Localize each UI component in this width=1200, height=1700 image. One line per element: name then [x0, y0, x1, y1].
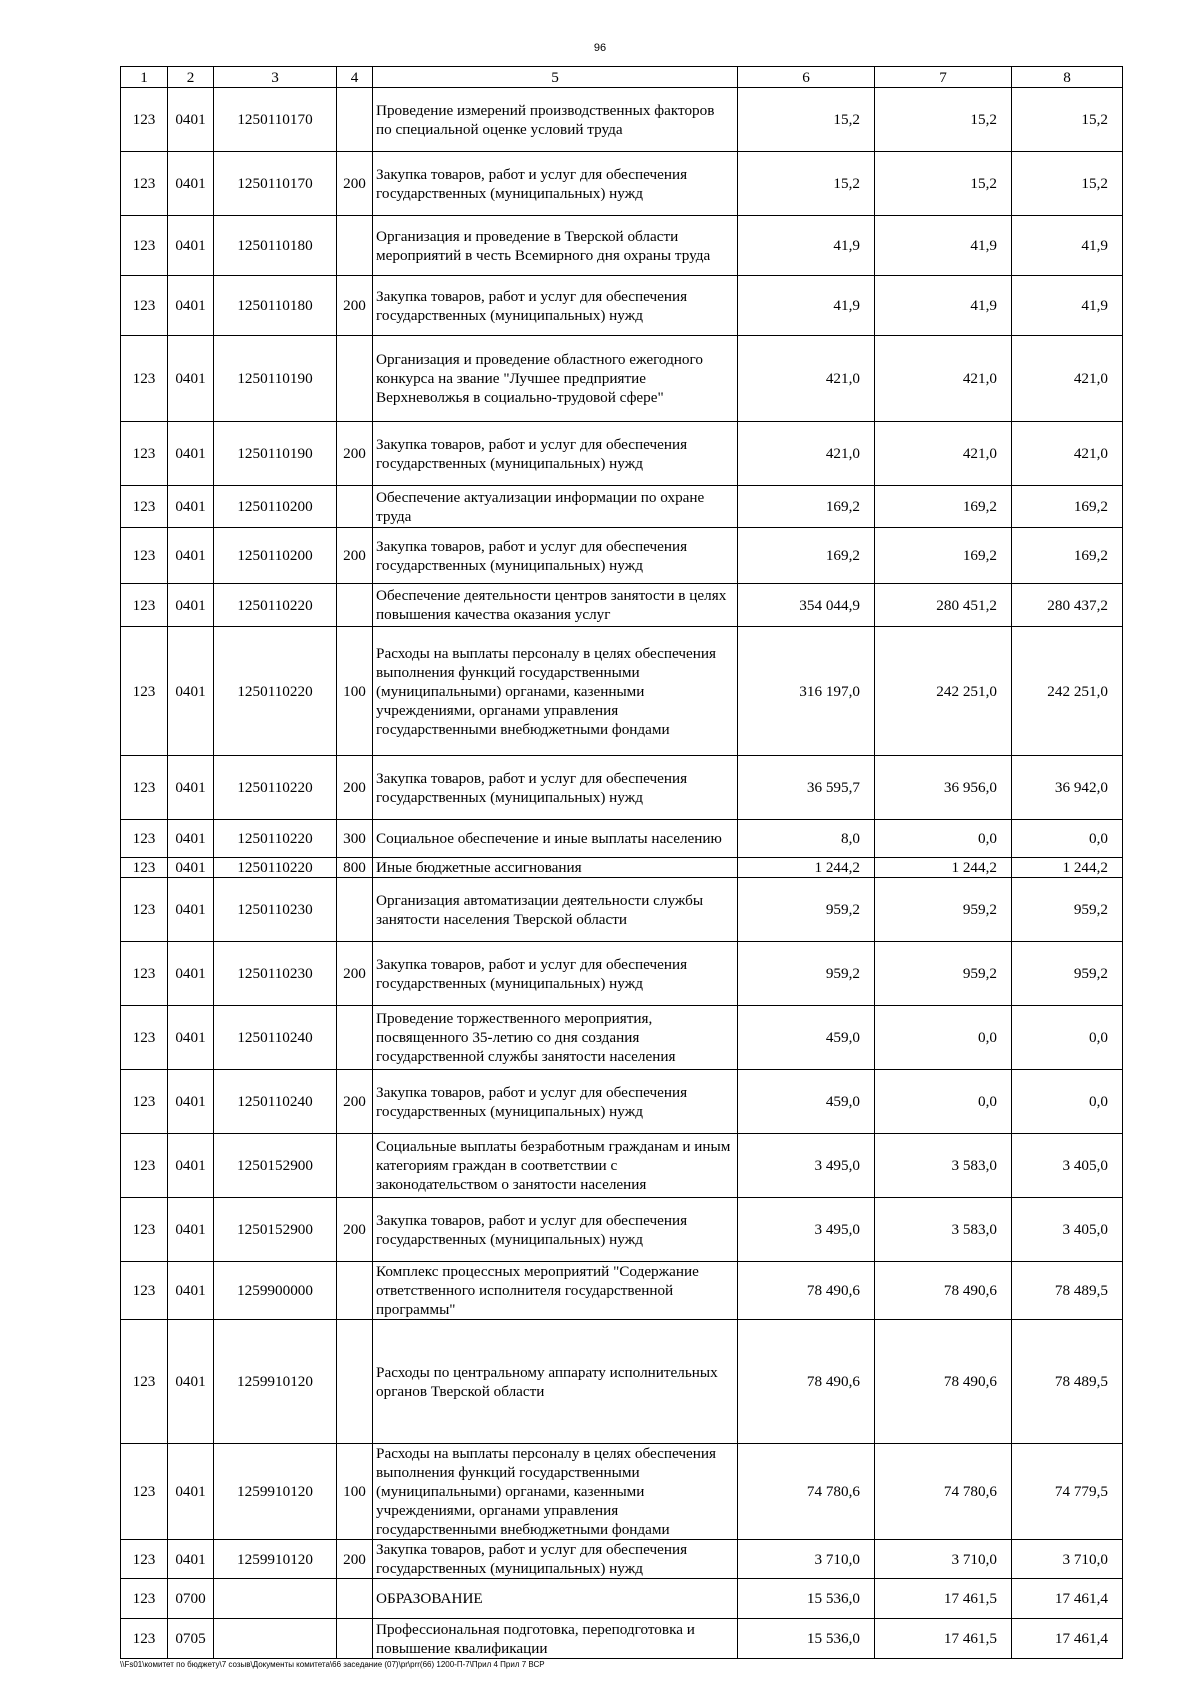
cell-desc: Организация автоматизации деятельности службы занятости населения Тверской области [373, 878, 738, 942]
table-row [121, 1619, 1123, 1659]
cell-c3: 1250110200 [214, 486, 337, 528]
cell-c1: 123 [121, 528, 168, 584]
cell-c3: 1250110190 [214, 336, 337, 422]
cell-c3: 1250110180 [214, 216, 337, 276]
cell-c4: 100 [337, 1444, 373, 1540]
cell-c2: 0401 [168, 336, 214, 422]
cell-c2: 0401 [168, 216, 214, 276]
col-header: 5 [373, 67, 738, 88]
cell-v7: 3 583,0 [875, 1134, 1012, 1198]
cell-v8: 15,2 [1012, 152, 1123, 216]
cell-v6: 169,2 [738, 528, 875, 584]
cell-c4 [337, 1262, 373, 1320]
cell-c1: 123 [121, 820, 168, 858]
cell-v8: 169,2 [1012, 486, 1123, 528]
table-row [121, 756, 1123, 820]
cell-c1: 123 [121, 756, 168, 820]
cell-v8: 959,2 [1012, 878, 1123, 942]
table-row [121, 942, 1123, 1006]
cell-c2: 0700 [168, 1579, 214, 1619]
cell-c3: 1250110230 [214, 942, 337, 1006]
cell-c1: 123 [121, 584, 168, 627]
cell-v6: 959,2 [738, 878, 875, 942]
cell-v7: 0,0 [875, 1006, 1012, 1070]
cell-c3: 1250110240 [214, 1006, 337, 1070]
cell-c1: 123 [121, 627, 168, 756]
table-row [121, 1320, 1123, 1444]
cell-c4 [337, 88, 373, 152]
cell-c2: 0401 [168, 1262, 214, 1320]
cell-c1: 123 [121, 1540, 168, 1579]
cell-desc: ОБРАЗОВАНИЕ [373, 1579, 738, 1619]
cell-v7: 36 956,0 [875, 756, 1012, 820]
table-row [121, 276, 1123, 336]
cell-v7: 17 461,5 [875, 1579, 1012, 1619]
cell-c4: 200 [337, 152, 373, 216]
cell-desc: Организация и проведение в Тверской области мероприятий в честь Всемирного дня охраны труда [373, 216, 738, 276]
cell-c4: 200 [337, 1198, 373, 1262]
cell-v8: 3 710,0 [1012, 1540, 1123, 1579]
cell-v7: 78 490,6 [875, 1320, 1012, 1444]
cell-c2: 0401 [168, 942, 214, 1006]
cell-c3: 1250110220 [214, 858, 337, 878]
cell-desc: Закупка товаров, работ и услуг для обеспечения государственных (муниципальных) нужд [373, 276, 738, 336]
cell-v6: 15 536,0 [738, 1579, 875, 1619]
cell-c2: 0705 [168, 1619, 214, 1659]
cell-c2: 0401 [168, 1134, 214, 1198]
table-row [121, 1540, 1123, 1579]
table-row [121, 336, 1123, 422]
cell-v6: 15 536,0 [738, 1619, 875, 1659]
cell-v7: 169,2 [875, 528, 1012, 584]
cell-v7: 3 710,0 [875, 1540, 1012, 1579]
cell-c2: 0401 [168, 276, 214, 336]
cell-c2: 0401 [168, 1070, 214, 1134]
cell-v7: 15,2 [875, 88, 1012, 152]
cell-c1: 123 [121, 1070, 168, 1134]
table-row [121, 422, 1123, 486]
cell-c1: 123 [121, 1134, 168, 1198]
cell-c4: 200 [337, 422, 373, 486]
cell-desc: Иные бюджетные ассигнования [373, 858, 738, 878]
cell-c3: 1250110230 [214, 878, 337, 942]
cell-c4: 300 [337, 820, 373, 858]
cell-v8: 41,9 [1012, 216, 1123, 276]
col-header: 7 [875, 67, 1012, 88]
cell-c1: 123 [121, 1198, 168, 1262]
cell-v7: 17 461,5 [875, 1619, 1012, 1659]
cell-c1: 123 [121, 88, 168, 152]
cell-c4: 200 [337, 756, 373, 820]
cell-v6: 41,9 [738, 216, 875, 276]
cell-c3: 1250110180 [214, 276, 337, 336]
cell-desc: Комплекс процессных мероприятий "Содержание ответственного исполнителя государственной программы" [373, 1262, 738, 1320]
col-header: 1 [121, 67, 168, 88]
cell-c3: 1259910120 [214, 1540, 337, 1579]
cell-desc: Обеспечение деятельности центров занятости в целях повышения качества оказания услуг [373, 584, 738, 627]
cell-v7: 421,0 [875, 422, 1012, 486]
table-row [121, 152, 1123, 216]
col-header: 6 [738, 67, 875, 88]
cell-desc: Закупка товаров, работ и услуг для обеспечения государственных (муниципальных) нужд [373, 152, 738, 216]
cell-c2: 0401 [168, 627, 214, 756]
cell-c2: 0401 [168, 1444, 214, 1540]
cell-c1: 123 [121, 336, 168, 422]
table-row [121, 820, 1123, 858]
cell-v7: 15,2 [875, 152, 1012, 216]
cell-v6: 3 710,0 [738, 1540, 875, 1579]
cell-v8: 421,0 [1012, 336, 1123, 422]
cell-desc: Проведение торжественного мероприятия, посвященного 35-летию со дня создания государственной службы занятости населения [373, 1006, 738, 1070]
table-row [121, 878, 1123, 942]
table-row [121, 1579, 1123, 1619]
cell-v8: 0,0 [1012, 1006, 1123, 1070]
cell-c2: 0401 [168, 756, 214, 820]
cell-c2: 0401 [168, 88, 214, 152]
cell-desc: Социальные выплаты безработным гражданам и иным категориям граждан в соответствии с законодательством о занятости населения [373, 1134, 738, 1198]
cell-v6: 41,9 [738, 276, 875, 336]
cell-v7: 0,0 [875, 1070, 1012, 1134]
cell-c3: 1250110240 [214, 1070, 337, 1134]
table-row [121, 216, 1123, 276]
table-row [121, 1262, 1123, 1320]
cell-v8: 78 489,5 [1012, 1262, 1123, 1320]
cell-v8: 17 461,4 [1012, 1579, 1123, 1619]
cell-desc: Закупка товаров, работ и услуг для обеспечения государственных (муниципальных) нужд [373, 1198, 738, 1262]
cell-v7: 0,0 [875, 820, 1012, 858]
cell-c2: 0401 [168, 878, 214, 942]
cell-c3: 1250110170 [214, 152, 337, 216]
cell-c4: 100 [337, 627, 373, 756]
cell-c1: 123 [121, 942, 168, 1006]
cell-v8: 0,0 [1012, 1070, 1123, 1134]
cell-c4: 200 [337, 528, 373, 584]
cell-c3: 1250110220 [214, 584, 337, 627]
cell-c1: 123 [121, 152, 168, 216]
col-header: 2 [168, 67, 214, 88]
cell-c3 [214, 1619, 337, 1659]
cell-c1: 123 [121, 1320, 168, 1444]
cell-desc: Расходы по центральному аппарату исполнительных органов Тверской области [373, 1320, 738, 1444]
cell-c3: 1250110190 [214, 422, 337, 486]
cell-desc: Социальное обеспечение и иные выплаты населению [373, 820, 738, 858]
cell-v8: 959,2 [1012, 942, 1123, 1006]
cell-c3: 1259900000 [214, 1262, 337, 1320]
cell-v8: 36 942,0 [1012, 756, 1123, 820]
cell-v6: 8,0 [738, 820, 875, 858]
cell-desc: Закупка товаров, работ и услуг для обеспечения государственных (муниципальных) нужд [373, 528, 738, 584]
cell-c4: 200 [337, 1070, 373, 1134]
cell-c3: 1250110220 [214, 627, 337, 756]
cell-c4 [337, 216, 373, 276]
cell-desc: Расходы на выплаты персоналу в целях обеспечения выполнения функций государственными (муниципальными) органами, казенными учреждениями, органами управления государственными внебюджетными фондами [373, 627, 738, 756]
cell-c2: 0401 [168, 1006, 214, 1070]
cell-v7: 242 251,0 [875, 627, 1012, 756]
cell-v6: 316 197,0 [738, 627, 875, 756]
cell-v6: 3 495,0 [738, 1134, 875, 1198]
cell-v6: 1 244,2 [738, 858, 875, 878]
cell-c3: 1250110220 [214, 820, 337, 858]
col-header: 3 [214, 67, 337, 88]
cell-v8: 169,2 [1012, 528, 1123, 584]
cell-c1: 123 [121, 1579, 168, 1619]
table-row [121, 1006, 1123, 1070]
cell-v6: 459,0 [738, 1006, 875, 1070]
cell-desc: Закупка товаров, работ и услуг для обеспечения государственных (муниципальных) нужд [373, 1540, 738, 1579]
cell-c3: 1250110170 [214, 88, 337, 152]
cell-v8: 3 405,0 [1012, 1198, 1123, 1262]
col-header: 8 [1012, 67, 1123, 88]
cell-v8: 280 437,2 [1012, 584, 1123, 627]
cell-v8: 17 461,4 [1012, 1619, 1123, 1659]
file-path-footer: \\Fs01\комитет по бюджету\7 созыв\Документы комитета\66 заседание (07)\pr\prr(66) 1200-П-7\Прил 4 Прил 7 ВСР [120, 1660, 545, 1669]
cell-c4 [337, 1320, 373, 1444]
cell-v8: 0,0 [1012, 820, 1123, 858]
cell-v6: 15,2 [738, 88, 875, 152]
cell-c4 [337, 486, 373, 528]
table-row [121, 486, 1123, 528]
cell-c4 [337, 336, 373, 422]
cell-desc: Закупка товаров, работ и услуг для обеспечения государственных (муниципальных) нужд [373, 422, 738, 486]
cell-v6: 74 780,6 [738, 1444, 875, 1540]
cell-v7: 74 780,6 [875, 1444, 1012, 1540]
cell-v6: 169,2 [738, 486, 875, 528]
cell-v6: 78 490,6 [738, 1320, 875, 1444]
cell-c1: 123 [121, 858, 168, 878]
table-row [121, 858, 1123, 878]
cell-v7: 3 583,0 [875, 1198, 1012, 1262]
cell-c4: 800 [337, 858, 373, 878]
cell-c2: 0401 [168, 152, 214, 216]
cell-v7: 959,2 [875, 878, 1012, 942]
cell-v7: 169,2 [875, 486, 1012, 528]
table-row [121, 627, 1123, 756]
cell-desc: Расходы на выплаты персоналу в целях обеспечения выполнения функций государственными (муниципальными) органами, казенными учреждениями, органами управления государственными внебюджетными фондами [373, 1444, 738, 1540]
cell-v8: 15,2 [1012, 88, 1123, 152]
cell-v6: 15,2 [738, 152, 875, 216]
cell-v6: 354 044,9 [738, 584, 875, 627]
cell-c3: 1259910120 [214, 1444, 337, 1540]
cell-c2: 0401 [168, 422, 214, 486]
cell-c4 [337, 1619, 373, 1659]
cell-v6: 3 495,0 [738, 1198, 875, 1262]
cell-c1: 123 [121, 1006, 168, 1070]
cell-c4 [337, 1006, 373, 1070]
cell-v6: 78 490,6 [738, 1262, 875, 1320]
page-number: 96 [593, 42, 607, 54]
cell-v7: 421,0 [875, 336, 1012, 422]
cell-c2: 0401 [168, 528, 214, 584]
table-row [121, 1134, 1123, 1198]
cell-c4 [337, 878, 373, 942]
cell-c4: 200 [337, 942, 373, 1006]
cell-c2: 0401 [168, 1540, 214, 1579]
cell-c3: 1250152900 [214, 1134, 337, 1198]
cell-v8: 74 779,5 [1012, 1444, 1123, 1540]
cell-c2: 0401 [168, 584, 214, 627]
cell-desc: Закупка товаров, работ и услуг для обеспечения государственных (муниципальных) нужд [373, 942, 738, 1006]
cell-desc: Проведение измерений производственных факторов по специальной оценке условий труда [373, 88, 738, 152]
cell-desc: Организация и проведение областного ежегодного конкурса на звание "Лучшее предприятие Верхневолжья в социально-трудовой сфере" [373, 336, 738, 422]
cell-c3 [214, 1579, 337, 1619]
cell-v8: 78 489,5 [1012, 1320, 1123, 1444]
cell-v8: 41,9 [1012, 276, 1123, 336]
cell-v6: 459,0 [738, 1070, 875, 1134]
cell-v8: 3 405,0 [1012, 1134, 1123, 1198]
cell-c4 [337, 1579, 373, 1619]
col-header: 4 [337, 67, 373, 88]
cell-v6: 421,0 [738, 336, 875, 422]
cell-desc: Закупка товаров, работ и услуг для обеспечения государственных (муниципальных) нужд [373, 1070, 738, 1134]
cell-v6: 959,2 [738, 942, 875, 1006]
table-row [121, 584, 1123, 627]
cell-c4: 200 [337, 1540, 373, 1579]
cell-c1: 123 [121, 276, 168, 336]
cell-c1: 123 [121, 486, 168, 528]
cell-c3: 1250110220 [214, 756, 337, 820]
cell-v7: 280 451,2 [875, 584, 1012, 627]
cell-c1: 123 [121, 422, 168, 486]
cell-c1: 123 [121, 1444, 168, 1540]
cell-v6: 421,0 [738, 422, 875, 486]
table-row [121, 1444, 1123, 1540]
cell-c2: 0401 [168, 1198, 214, 1262]
budget-table [120, 66, 1123, 1659]
cell-c2: 0401 [168, 858, 214, 878]
table-row [121, 1070, 1123, 1134]
cell-c4 [337, 584, 373, 627]
cell-c1: 123 [121, 878, 168, 942]
cell-c1: 123 [121, 1619, 168, 1659]
cell-v7: 41,9 [875, 276, 1012, 336]
cell-c2: 0401 [168, 1320, 214, 1444]
cell-c3: 1250152900 [214, 1198, 337, 1262]
cell-v8: 1 244,2 [1012, 858, 1123, 878]
cell-desc: Закупка товаров, работ и услуг для обеспечения государственных (муниципальных) нужд [373, 756, 738, 820]
cell-desc: Профессиональная подготовка, переподготовка и повышение квалификации [373, 1619, 738, 1659]
cell-c1: 123 [121, 216, 168, 276]
cell-c4: 200 [337, 276, 373, 336]
cell-v7: 41,9 [875, 216, 1012, 276]
cell-desc: Обеспечение актуализации информации по охране труда [373, 486, 738, 528]
column-number-row [121, 67, 1123, 88]
cell-v7: 959,2 [875, 942, 1012, 1006]
cell-c2: 0401 [168, 486, 214, 528]
cell-v6: 36 595,7 [738, 756, 875, 820]
cell-v7: 1 244,2 [875, 858, 1012, 878]
cell-c2: 0401 [168, 820, 214, 858]
table-row [121, 1198, 1123, 1262]
table-row [121, 528, 1123, 584]
cell-c4 [337, 1134, 373, 1198]
cell-c3: 1250110200 [214, 528, 337, 584]
cell-c1: 123 [121, 1262, 168, 1320]
table-row [121, 88, 1123, 152]
cell-v8: 242 251,0 [1012, 627, 1123, 756]
cell-c3: 1259910120 [214, 1320, 337, 1444]
cell-v8: 421,0 [1012, 422, 1123, 486]
cell-v7: 78 490,6 [875, 1262, 1012, 1320]
